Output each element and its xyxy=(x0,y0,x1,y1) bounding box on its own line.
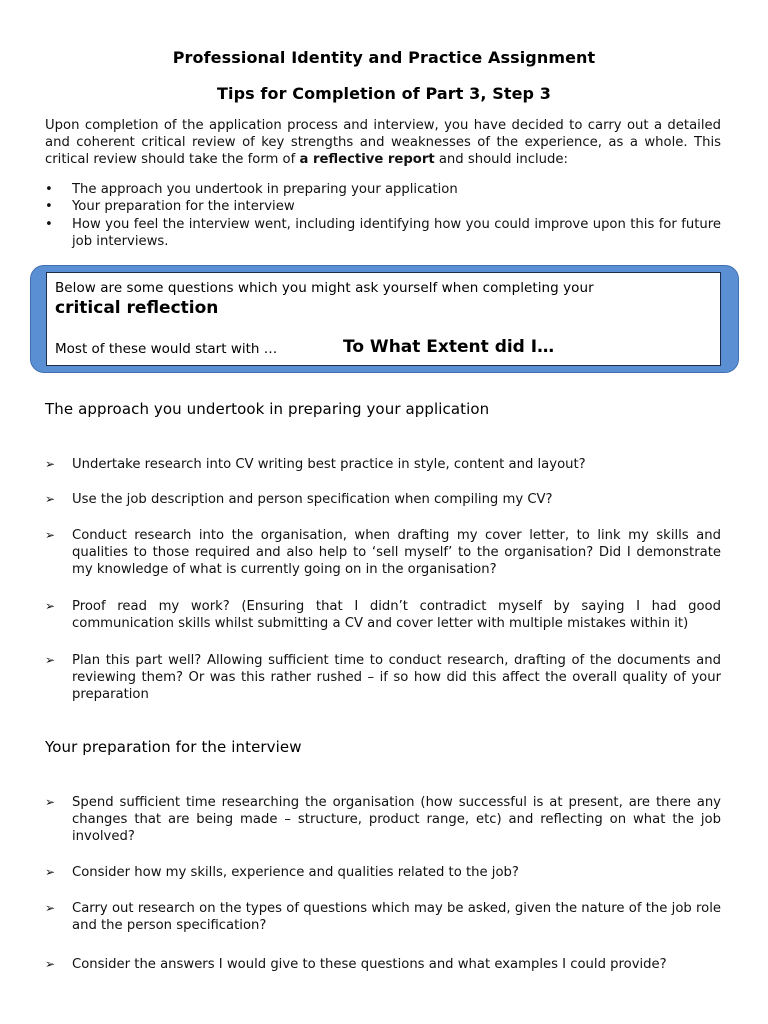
bullet-text: The approach you undertook in preparing your application xyxy=(72,182,458,197)
list-item xyxy=(45,794,721,845)
list-item xyxy=(45,652,721,703)
bullet-icon: • xyxy=(45,199,53,215)
document-subtitle: Tips for Completion of Part 3, Step 3 xyxy=(216,84,552,103)
arrow-bullet-icon: ➢ xyxy=(45,457,56,471)
arrow-bullet-icon: ➢ xyxy=(45,528,56,542)
arrow-bullet-icon: ➢ xyxy=(45,492,56,506)
arrow-bullet-icon: ➢ xyxy=(45,653,56,667)
list-item xyxy=(45,456,721,473)
intro-bold-text: a reflective report xyxy=(299,152,435,167)
list-item-text: Consider how my skills, experience and qualities related to the job? xyxy=(72,865,519,880)
arrow-bullet-icon: ➢ xyxy=(45,901,56,915)
arrow-bullet-icon: ➢ xyxy=(45,795,56,809)
callout-inner-panel xyxy=(46,272,721,366)
bullet-list xyxy=(45,181,721,250)
bullet-item xyxy=(45,216,721,251)
list-item-text: Carry out research on the types of questions which may be asked, given the nature of the job role and the person specification? xyxy=(72,901,721,933)
intro-text-after: and should include: xyxy=(434,152,568,167)
callout-emphasis-heading: critical reflection xyxy=(55,298,219,318)
list-item-text: Proof read my work? (Ensuring that I didn’t contradict myself by saying I had good communication skills whilst submitting a CV and cover letter with multiple mistakes within it) xyxy=(72,599,721,631)
list-item-text: Consider the answers I would give to these questions and what examples I could provide? xyxy=(72,957,667,972)
bullet-item xyxy=(45,181,721,198)
list-item xyxy=(45,491,721,508)
intro-text-before: Upon completion of the application process and interview, you have decided to carry out a detailed and coherent critical review of key strengths and weaknesses of the experience, as a whole. This critical review should take the form of xyxy=(45,118,721,167)
section-heading-interview: Your preparation for the interview xyxy=(45,738,302,756)
list-item xyxy=(45,864,721,881)
list-item xyxy=(45,900,721,934)
callout-intro-text: Below are some questions which you might ask yourself when completing your xyxy=(55,280,594,296)
intro-paragraph xyxy=(45,117,721,168)
bullet-icon: • xyxy=(45,216,53,232)
list-item xyxy=(45,527,721,578)
arrow-bullet-icon: ➢ xyxy=(45,957,56,971)
document-title: Professional Identity and Practice Assignment xyxy=(172,48,596,67)
callout-key-phrase: To What Extent did I… xyxy=(343,337,555,357)
callout-lead-text: Most of these would start with … xyxy=(55,341,278,357)
arrow-bullet-icon: ➢ xyxy=(45,599,56,613)
list-item-text: Conduct research into the organisation, when drafting my cover letter, to link my skills and qualities to those required and also help to ‘sell myself’ to the organisation? Did I demonstrate my knowledge of what is currently going on in the organisation? xyxy=(72,528,721,577)
list-item-text: Spend sufficient time researching the organisation (how successful is at present, are there any changes that are being made – structure, product range, etc) and reflecting on what the job involved? xyxy=(72,795,721,844)
arrow-bullet-icon: ➢ xyxy=(45,865,56,879)
list-item-text: Undertake research into CV writing best practice in style, content and layout? xyxy=(72,457,586,472)
list-item xyxy=(45,598,721,632)
list-item-text: Plan this part well? Allowing sufficient time to conduct research, drafting of the documents and reviewing them? Or was this rather rushed – if so how did this affect the overall quality of your preparation xyxy=(72,653,721,702)
bullet-text: How you feel the interview went, including identifying how you could improve upon this for future job interviews. xyxy=(72,216,721,249)
section-heading-application: The approach you undertook in preparing your application xyxy=(45,400,490,418)
bullet-item xyxy=(45,198,721,215)
callout-box xyxy=(30,265,739,373)
bullet-text: Your preparation for the interview xyxy=(72,199,295,215)
list-item xyxy=(45,956,721,973)
bullet-icon: • xyxy=(45,182,53,197)
list-item-text: Use the job description and person specification when compiling my CV? xyxy=(72,492,553,507)
